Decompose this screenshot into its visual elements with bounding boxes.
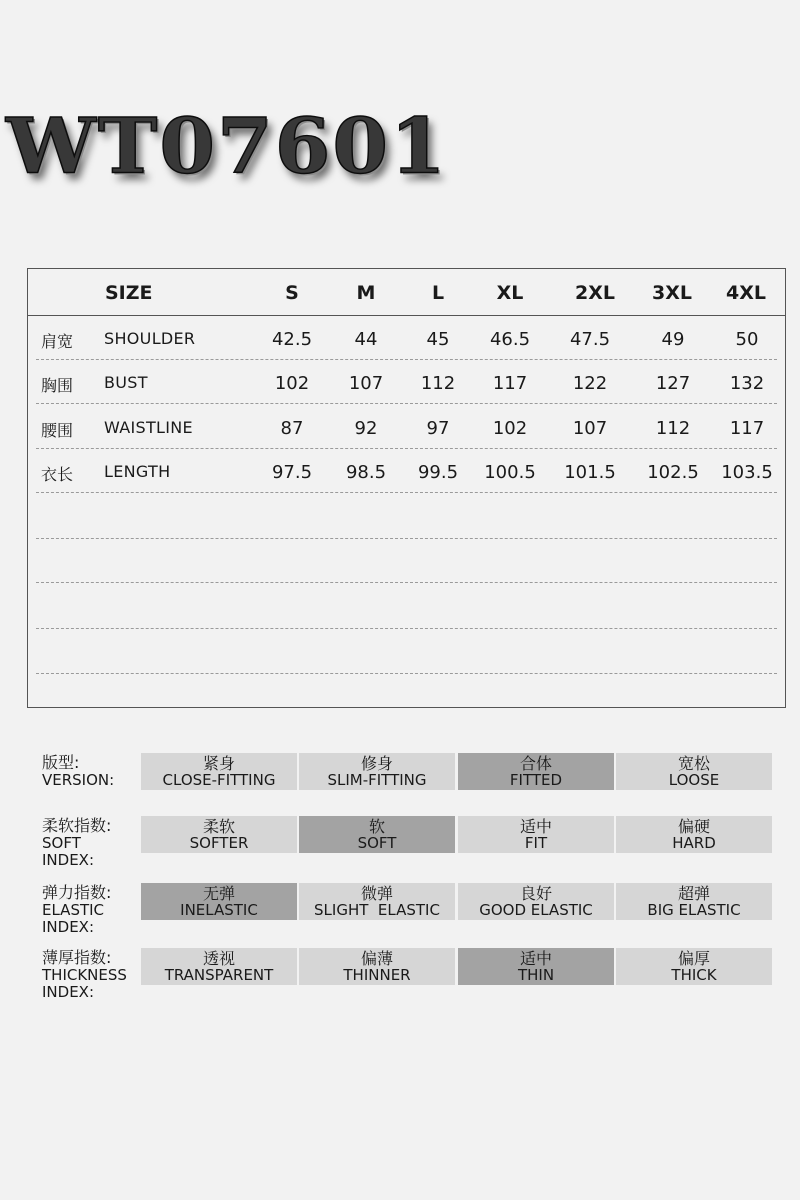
attribute-label-version	[42, 754, 114, 789]
attribute-label-zh: 柔软指数:	[42, 816, 112, 835]
attribute-option-selected	[458, 753, 614, 790]
size-col-2xl: 2XL	[575, 282, 615, 304]
attribute-option-selected	[141, 883, 297, 920]
option-label-en: HARD	[672, 834, 716, 852]
attribute-option	[458, 816, 614, 853]
size-header-row	[28, 269, 785, 316]
table-cell: 45	[426, 329, 450, 350]
option-label-zh: 偏厚	[677, 949, 710, 968]
option-label-zh: 紧身	[202, 754, 235, 773]
table-cell: 127	[655, 373, 691, 394]
option-label-zh: 透视	[202, 949, 235, 968]
table-row	[28, 360, 785, 404]
attribute-option	[616, 883, 772, 920]
row-label-zh: 胸围	[41, 376, 74, 395]
table-cell: 107	[572, 418, 608, 439]
size-col-m: M	[356, 282, 376, 304]
product-code-title: WT07601	[6, 101, 448, 191]
option-label-en: SLIGHT ELASTIC	[314, 901, 440, 919]
attribute-option-selected	[458, 948, 614, 985]
table-cell: 103.5	[721, 462, 773, 483]
row-label-en: BUST	[104, 373, 148, 392]
empty-row-divider	[36, 673, 777, 674]
option-label-zh: 适中	[519, 949, 552, 968]
table-cell: 46.5	[489, 329, 531, 350]
row-label-en: LENGTH	[104, 462, 171, 481]
option-label-en: THICK	[671, 966, 717, 984]
attribute-label-zh: 版型:	[42, 753, 80, 772]
attribute-option	[141, 753, 297, 790]
table-cell: 122	[572, 373, 608, 394]
option-label-en: TRANSPARENT	[164, 966, 274, 984]
size-col-4xl: 4XL	[726, 282, 766, 304]
option-label-zh: 合体	[519, 754, 552, 773]
attribute-option	[141, 948, 297, 985]
option-label-en: THINNER	[343, 966, 411, 984]
option-label-zh: 适中	[519, 817, 552, 836]
option-label-en: FITTED	[509, 771, 563, 789]
option-label-zh: 微弹	[360, 884, 393, 903]
option-label-zh: 偏薄	[360, 949, 393, 968]
table-cell: 47.5	[569, 329, 611, 350]
row-label-zh: 衣长	[41, 465, 74, 484]
option-label-en: INELASTIC	[180, 901, 258, 919]
table-cell: 117	[729, 418, 765, 439]
attribute-label-zh: 弹力指数:	[42, 883, 112, 902]
attribute-option	[616, 948, 772, 985]
option-label-en: FIT	[524, 834, 548, 852]
table-cell: 87	[280, 418, 304, 439]
table-cell: 42.5	[271, 329, 313, 350]
row-label-en: SHOULDER	[104, 329, 196, 348]
row-label-zh: 腰围	[41, 421, 74, 440]
empty-row-divider	[36, 538, 777, 539]
option-label-en: CLOSE-FITTING	[162, 771, 276, 789]
attribute-option	[299, 753, 455, 790]
empty-row-divider	[36, 628, 777, 629]
size-col-l: L	[431, 282, 445, 304]
option-label-zh: 修身	[360, 754, 393, 773]
table-cell: 102	[492, 418, 528, 439]
table-cell: 107	[348, 373, 384, 394]
table-cell: 98.5	[345, 462, 387, 483]
attribute-label-zh: 薄厚指数:	[42, 948, 112, 967]
attribute-option	[299, 883, 455, 920]
option-label-en: SOFTER	[189, 834, 249, 852]
table-cell: 92	[354, 418, 378, 439]
empty-row-divider	[36, 582, 777, 583]
attribute-option	[458, 883, 614, 920]
attribute-label-en: ELASTIC INDEX:	[42, 900, 105, 936]
option-label-en: GOOD ELASTIC	[479, 901, 593, 919]
size-col-xl: XL	[496, 282, 524, 304]
option-label-zh: 柔软	[202, 817, 235, 836]
attribute-label-soft-index	[42, 817, 111, 870]
option-label-en: THIN	[517, 966, 555, 984]
row-label-zh: 肩宽	[41, 332, 74, 351]
table-cell: 97.5	[271, 462, 313, 483]
option-label-zh: 良好	[519, 884, 552, 903]
attribute-option	[141, 816, 297, 853]
option-label-en: BIG ELASTIC	[647, 901, 741, 919]
table-cell: 102.5	[647, 462, 699, 483]
option-label-zh: 无弹	[202, 884, 235, 903]
size-chart-table	[27, 268, 786, 708]
attribute-label-en: VERSION:	[42, 770, 115, 789]
row-label-en: WAISTLINE	[104, 418, 193, 437]
attribute-option	[616, 816, 772, 853]
attribute-option	[616, 753, 772, 790]
table-cell: 50	[735, 329, 759, 350]
option-label-zh: 宽松	[677, 754, 710, 773]
option-label-en: LOOSE	[668, 771, 720, 789]
table-cell: 132	[729, 373, 765, 394]
table-cell: 102	[274, 373, 310, 394]
table-cell: 100.5	[484, 462, 536, 483]
table-cell: 44	[354, 329, 378, 350]
attribute-option-selected	[299, 816, 455, 853]
row-divider	[36, 492, 777, 493]
option-label-zh: 软	[368, 817, 385, 836]
option-label-en: SLIM-FITTING	[327, 771, 427, 789]
attribute-option	[299, 948, 455, 985]
attribute-label-thickness-index	[42, 949, 127, 1002]
size-header-label: SIZE	[105, 282, 153, 304]
table-row	[28, 405, 785, 449]
size-col-3xl: 3XL	[652, 282, 692, 304]
option-label-zh: 超弹	[677, 884, 710, 903]
option-label-zh: 偏硬	[677, 817, 710, 836]
attribute-label-en: THICKNESS INDEX:	[42, 965, 127, 1001]
table-cell: 117	[492, 373, 528, 394]
table-cell: 101.5	[564, 462, 616, 483]
attribute-label-elastic-index	[42, 884, 111, 937]
table-row	[28, 316, 785, 360]
table-cell: 112	[655, 418, 691, 439]
table-cell: 112	[420, 373, 456, 394]
table-cell: 99.5	[417, 462, 459, 483]
attribute-label-en: SOFT INDEX:	[42, 833, 95, 869]
table-row	[28, 449, 785, 493]
table-cell: 49	[661, 329, 685, 350]
row-divider	[36, 403, 777, 404]
size-col-s: S	[285, 282, 299, 304]
table-cell: 97	[426, 418, 450, 439]
option-label-en: SOFT	[357, 834, 397, 852]
